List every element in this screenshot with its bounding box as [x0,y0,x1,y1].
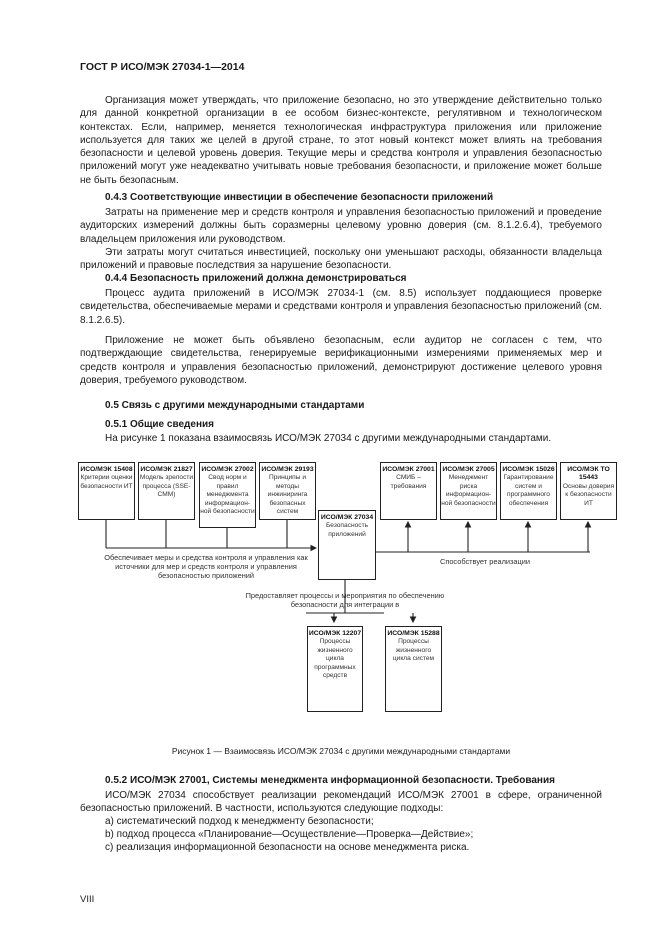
paragraph: Процесс аудита приложений в ИСО/МЭК 27034-1 (см. 8.5) использует поддающиеся проверке свидетельства, обеспечиваемые мерами и средствами контроля и управления безопасностью приложений (см. 8.1.2.6.5). [80,288,602,326]
standard-box-15408 [78,462,135,520]
paragraph: На рисунке 1 показана взаимосвязь ИСО/МЭК 27034 с другими международными стандартами. [105,433,552,444]
document-header: ГОСТ Р ИСО/МЭК 27034-1—2014 [80,61,245,73]
box-text: Менеджмент риска информацион-ной безопасности [441,474,496,507]
standard-box-15288 [385,626,442,712]
diagram-label-provides: Обеспечивает меры и средства контроля и управления как источники для мер и средств контроля и управления безопасностью приложений [104,553,308,580]
box-text: Критерии оценки безопасности ИТ [80,474,133,490]
standard-box-27005 [440,462,497,520]
paragraph: Эти затраты могут считаться инвестицией, поскольку они уменьшают расходы, обязанности владельца приложений и правовые последствия за нарушение безопасности. [80,247,602,272]
section-heading-0-5-1: 0.5.1 Общие сведения [105,419,214,430]
standard-box-27034 [318,510,376,580]
standard-box-15026 [500,462,557,520]
box-title: ИСО/МЭК 29193 [261,466,314,473]
standard-box-27002 [199,462,256,528]
page-number: VIII [80,894,95,905]
box-text: Безопасность приложений [325,522,369,538]
list-item: a) систематический подход к менеджменту безопасности; [105,816,374,827]
box-text: Основы доверия к безопасности ИТ [562,482,615,507]
paragraph: ИСО/МЭК 27034 способствует реализации рекомендаций ИСО/МЭК 27001 в сфере, ограниченной безопасностью приложений. В частности, используются следующие подходы: [80,790,602,815]
section-heading-0-4-3: 0.4.3 Соответствующие инвестиции в обеспечение безопасности приложений [105,192,494,203]
box-title: ИСО/МЭК 12207 [308,630,362,637]
figure-caption: Рисунок 1 — Взаимосвязь ИСО/МЭК 27034 с другими международными стандартами [171,746,511,756]
standard-box-12207 [307,626,363,712]
box-title: ИСО/МЭК 15408 [80,466,133,473]
list-item: b) подход процесса «Планирование—Осуществление—Проверка—Действие»; [105,829,474,840]
box-text: Гарантирование систем и программного обеспечения [503,474,554,507]
paragraph: Приложение не может быть объявлено безопасным, если аудитор не согласен с тем, что подтверждающие свидетельства, генерируемые верификационными измерениями применяемых мер и средств контроля и управления безопасностью приложений, демонстрируют достижение целевого уровня доверия, требуемого руководством. [80,335,602,386]
paragraph: Затраты на применение мер и средств контроля и управления безопасностью приложений и проведение аудиторских измерений должны быть соразмерны целевому уровню доверия (см. 8.1.2.6.4), требуемого владельцем приложения или руководством. [80,207,602,245]
box-title: ИСО/МЭК 21827 [140,466,193,473]
box-text: Принципы и методы инжиниринга безопасных систем [267,474,308,516]
standard-box-15443 [560,462,617,520]
box-title: ИСО/МЭК 27002 [201,466,254,473]
standard-box-27001 [380,462,437,520]
box-title: ИСО/МЭК 27005 [442,466,495,473]
section-heading-0-4-4: 0.4.4 Безопасность приложений должна демонстрироваться [105,273,407,284]
box-text: СМИБ – требования [390,474,427,490]
box-title: ИСО/МЭК 27034 [320,514,374,521]
list-item: c) реализация информационной безопасности на основе менеджмента риска. [105,842,470,853]
box-title: ИСО/МЭК 15026 [502,466,555,473]
box-text: Процессы жизненного цикла программных средств [314,638,356,680]
box-text: Свод норм и правил менеджмента информацион-ной безопасности [200,474,255,516]
box-text: Модель зрелости процесса (SSE-CMM) [139,474,194,499]
section-heading-0-5: 0.5 Связь с другими международными стандартами [105,400,365,411]
box-text: Процессы жизненного цикла систем [392,638,435,663]
diagram-label-integration: Предоставляет процессы и мероприятия по обеспечению безопасности для интеграции в [245,591,445,609]
standard-box-29193 [259,462,316,520]
box-title: ИСО/МЭК ТО 15443 [567,466,610,482]
standard-box-21827 [138,462,195,520]
diagram-label-contributes: Способствует реализации [439,557,530,566]
paragraph: Организация может утверждать, что приложение безопасно, но это утверждение действительно только для данной конкретной организации в ее особом бизнес-контексте, регулятивном и технологическом контекстах. Если, например, меняется технологическая инфраструктура приложения или приложение используется для таких же целей в другой стране, то этот новый контекст может влиять на требования безопасности и целевой уровень доверия. Текущие меры и средства контроля и управления безопасностью приложений могут уже неадекватно учитывать новые требования безопасности, и приложение может больше не быть безопасным. [80,95,602,186]
box-title: ИСО/МЭК 27001 [382,466,435,473]
box-title: ИСО/МЭК 15288 [387,630,440,637]
section-heading-0-5-2: 0.5.2 ИСО/МЭК 27001, Системы менеджмента информационной безопасности. Требования [105,775,555,786]
